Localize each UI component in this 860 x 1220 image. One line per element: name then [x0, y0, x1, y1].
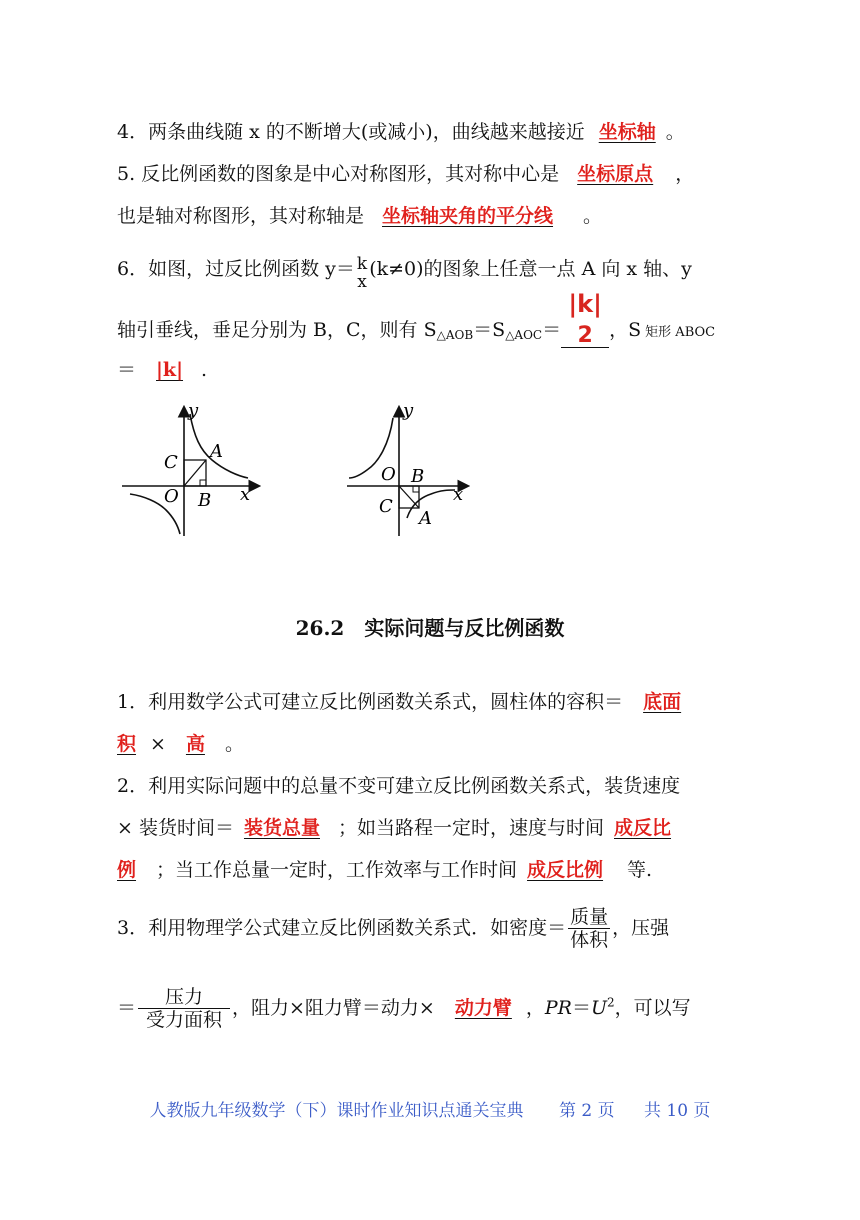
fraction-mass-volume: $\frac{\text{质量}}{\text{体积}}$	[570, 906, 609, 951]
fraction-pressure: $\frac{\text{压力}}{\text{受力面积}}$	[138, 986, 230, 1031]
answer-height: 高	[185, 733, 205, 755]
item-b2-line-2: × 装货时间＝ 装货总量 ；如当路程一定时，速度与时间 成反比	[117, 817, 672, 839]
point-a-label: A	[419, 508, 432, 529]
answer-effort-arm: 动力臂	[454, 997, 512, 1019]
answer-abs-k: |k|	[156, 359, 184, 381]
footer-book-title: 人教版九年级数学（下）课时作业知识点通关宝典	[149, 1101, 524, 1121]
item-b3: 3．利用物理学公式建立反比例函数关系式．如密度＝ $\frac{\text{质量}}{\text{体积}}$ ，压强	[117, 906, 670, 951]
item-6-line-2: 轴引垂线，垂足分别为 B，C，则有 $S_{\triangle AOB}=S_{\triangle AOC}=$ |k| 2 ，S 矩形 ABOC	[117, 290, 716, 348]
item-b2: 2．利用实际问题中的总量不变可建立反比例函数关系式，装货速度	[117, 775, 681, 797]
item-5: 5. 反比例函数的图象是中心对称图形，其对称中心是 坐标原点 ，	[117, 163, 695, 185]
point-c-label: C	[164, 452, 178, 473]
item-b2-line-3: 例 ；当工作总量一定时，工作效率与工作时间 成反比例 等.	[117, 859, 653, 881]
answer-base-area: 底面	[643, 691, 682, 713]
y-axis-label: y	[403, 400, 414, 421]
point-a-label: A	[210, 441, 223, 462]
footer-total-pages: 共 10 页	[643, 1101, 711, 1121]
answer-bisector: 坐标轴夹角的平分线	[382, 205, 554, 227]
answer-inverse-proportion-2: 成反比例	[527, 859, 604, 881]
item-4: 4．两条曲线随 x 的不断增大(或减小)，曲线越来越接近 坐标轴 。	[117, 121, 685, 143]
section-title: 26.2 实际问题与反比例函数	[295, 616, 565, 640]
answer-half-abs-k: |k| 2	[561, 325, 609, 348]
origin-label: O	[164, 486, 179, 507]
x-axis-label: x	[240, 484, 251, 505]
point-c-label: C	[379, 496, 393, 517]
answer-total-load: 装货总量	[243, 817, 320, 839]
point-b-label: B	[411, 466, 425, 487]
answer-inverse-proportion-1: 成反比	[614, 817, 672, 839]
item-b1-line-2: 积 × 高 。	[117, 733, 244, 755]
answer-origin: 坐标原点	[577, 163, 654, 185]
page-footer	[0, 1096, 860, 1121]
item-6: 6．如图，过反比例函数 y＝ k x (k≠0)的图象上任意一点 A 向 x 轴、y	[117, 254, 692, 292]
fraction-k-over-x: k x	[356, 254, 368, 292]
footer-page-number: 第 2 页	[558, 1101, 615, 1121]
graph-quadrants-1-3	[120, 400, 270, 540]
item-b1: 1．利用数学公式可建立反比例函数关系式，圆柱体的容积＝ 底面	[117, 691, 682, 713]
point-b-label: B	[198, 490, 212, 511]
y-axis-label: y	[188, 400, 199, 421]
answer-coordinate-axis: 坐标轴	[598, 121, 656, 143]
item-b3-line-2: ＝ $\frac{\text{压力}}{\text{受力面积}}$ ，阻力×阻力臂＝动力× 动力臂 ，$PR=U^2$，可以写	[117, 986, 691, 1031]
x-axis-label: x	[453, 484, 464, 505]
item-5-line-2: 也是轴对称图形，其对称轴是 坐标轴夹角的平分线 。	[117, 205, 603, 227]
origin-label: O	[381, 464, 396, 485]
item-6-line-3: ＝ |k| .	[117, 359, 208, 381]
graph-quadrants-2-4	[345, 400, 475, 540]
